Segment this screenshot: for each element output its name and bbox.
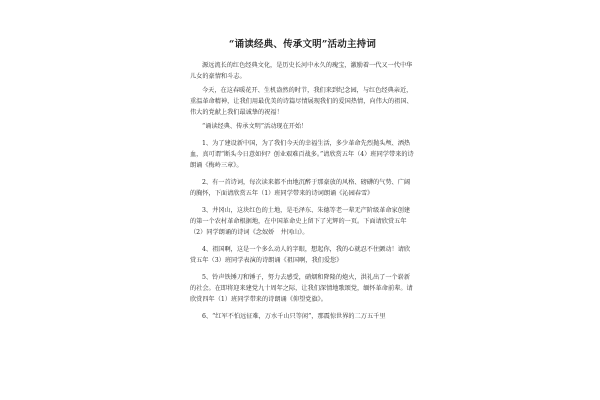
paragraph-item-3: 3、井冈山，这块红色的土地，是毛泽东、朱德等老一辈无产阶级革命家创建的第一个农村革命根据地，在中国革命史上留下了光辉的一页。下面请欣赏五年（2）同学朗诵的诗词《念奴娇 井冈山》。 — [190, 207, 411, 236]
paragraph-intro: 源远流长的红色经典文化，是历史长河中永久的瑰宝，激励着一代又一代中华儿女的豪情和斗志。 — [190, 62, 413, 80]
document-title: “诵读经典、传承文明”活动主持词 — [228, 39, 377, 50]
paragraph-item-2: 2、有一首诗词，每次读来都不由地沉醉于那豪放的风格、磅礴的气势、广阔的胸怀，下面请欣赏五年（1）班同学带来的诗词朗诵《沁园春雪》 — [190, 179, 411, 197]
document-body — [190, 36, 415, 325]
paragraph-start: “诵读经典、传承文明”活动现在开始！ — [202, 123, 308, 130]
paragraph-today: 今天，在这春暖花开、生机盎然的时节，我们来到纪念园，与红色经典亲近，重温革命精神，让我们用最优美的诗篇尽情展现我们的爱国热情，向伟大的祖国、伟大的党献上我们最诚挚的祝福！ — [190, 87, 413, 116]
paragraph-item-4: 4、祖国啊，这是一个多么动人的字眼，想起你，我的心就忍不住颤动！请欣赏五年（3）班同学表演的诗朗诵《祖国啊，我们爱您》 — [190, 246, 411, 264]
paragraph-item-6: 6、“红军不怕远征难，万水千山只等闲”，那震惊世界的二万五千里 — [202, 313, 386, 320]
paragraph-item-1: 1、为了建设新中国，为了我们今天的幸福生活，多少革命先烈抛头颅、洒热血，真可谓“断头今日意如何？创业艰难百战多。”请欣赏五年（4）班同学带来的诗朗诵《梅岭三章》。 — [190, 140, 414, 169]
paragraph-item-5: 5、铃声铁锤刀和锤子，努力去感受，硝烟和降隆的炮火，洪礼出了一个崭新的社会。在即将迎来建党九十周年之际，让我们深情地歌颂党，缅怀革命前辈。请欣赏四年（1）班同学带来的诗朗诵《仰望党旗》。 — [190, 274, 413, 303]
